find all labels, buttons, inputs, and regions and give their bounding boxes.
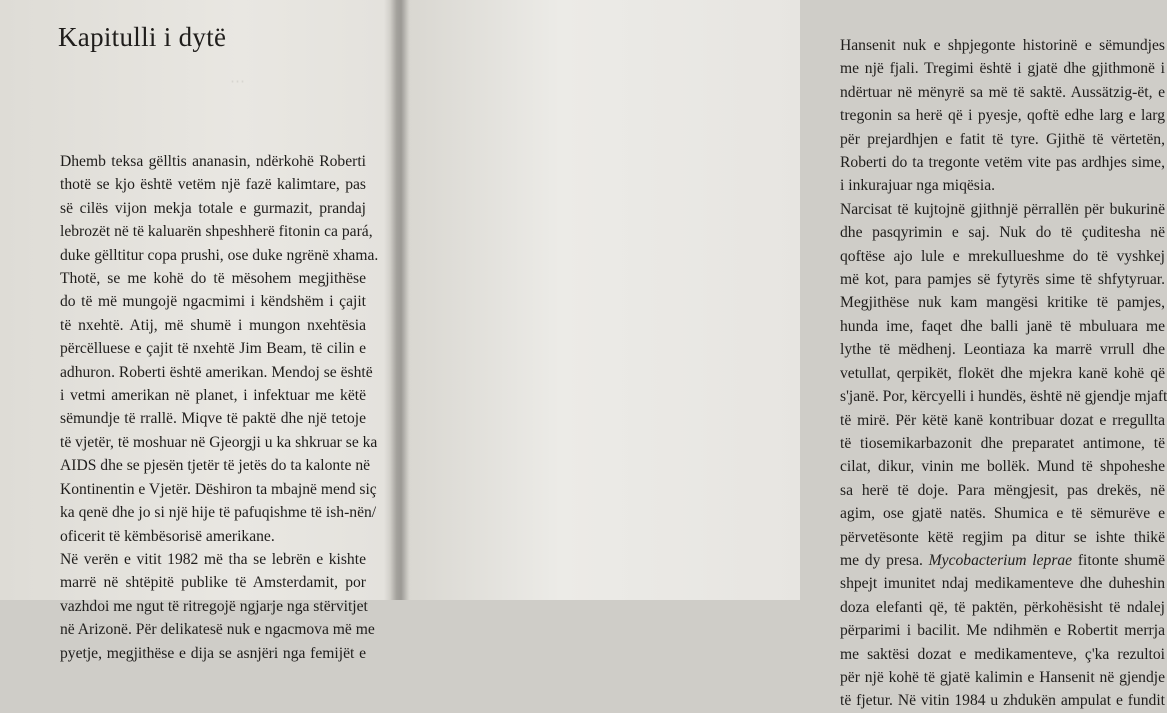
text-line: të vjetër, të moshuar në Gjeorgji u ka shkruar se ka <box>60 433 378 451</box>
text-line: thotë se kjo është vetëm një fazë kalimtare, pas <box>60 176 366 194</box>
text-line: i vetmi amerikan në planet, i infektuar me këtë <box>60 387 366 405</box>
text-line: Kontinentin e Vjetër. Dëshiron ta mbajnë mend siç <box>60 480 377 498</box>
text-line: së cilës vijon mekja totale e gurmazit, prandaj <box>60 199 366 217</box>
text-line: Narcisat të kujtojnë gjithnjë përrallën për bukurinë <box>840 200 1165 218</box>
text-line: me një fjali. Tregimi është i gjatë dhe gjithmonë i <box>840 60 1165 78</box>
text-line: lebrozët në të kaluarën shpeshherë fitonin ca pará, <box>60 223 373 241</box>
text-line: Dhemb teksa gëlltis ananasin, ndërkohë Roberti <box>60 153 366 170</box>
right-page-body <box>840 34 1165 713</box>
text-line: me dy presa. Mycobacterium leprae fitonte shumë <box>840 551 1166 569</box>
text-line: të tiosemikarbazonit dhe preparatet antimone, të <box>840 434 1165 452</box>
text-line: do të më mungojë ngacmimi i këndshëm i çajit <box>60 293 366 311</box>
bleed-through-text: ⋯ <box>230 74 245 90</box>
text-line: hunda ime, faqet dhe balli janë të mbuluara me <box>840 317 1165 335</box>
text-line: adhuron. Roberti është amerikan. Mendoj se është <box>60 363 373 381</box>
text-line: ndërtuar në mënyrë sa më të saktë. Aussätzig-ët, e <box>840 83 1165 101</box>
text-line: dhe pasqyrimin e saj. Nuk do të çuditesha në <box>840 224 1165 242</box>
left-page-body <box>60 150 379 665</box>
text-line: s'janë. Por, kërcyelli i hundës, është në gjendje mjaft <box>840 388 1167 406</box>
text-line: shpejt imunitet ndaj medikamenteve dhe duheshin <box>840 575 1165 593</box>
text-line: sa herë të doje. Para mëngjesit, pas drekës, në <box>840 481 1165 499</box>
text-line: më kot, para pamjes së fytyrës sime të shfytyruar. <box>840 271 1165 289</box>
text-line: Megjithëse nuk kam mangësi kritike të pamjes, <box>840 294 1165 312</box>
text-line: oficerit të këmbësorisë amerikane. <box>60 527 275 545</box>
italic-species-name: Mycobacterium leprae <box>928 551 1073 569</box>
text-line: AIDS dhe se pjesën tjetër të jetës do ta kalonte në <box>60 457 371 475</box>
text-line: duke gëlltitur copa prushi, ose duke ngrënë xhama. <box>60 246 379 264</box>
text-line: Hansenit nuk e shpjegonte historinë e sëmundjes <box>840 37 1165 54</box>
text-line: i inkurajuar nga miqësia. <box>840 177 996 195</box>
text-line: përvetësonte këtë regjim pa ditur se ishte thikë <box>840 528 1165 546</box>
right-page <box>402 0 1167 710</box>
text-line: pyetje, megjithëse e dija se asnjëri nga femijët e <box>60 644 366 662</box>
text-line: Roberti do ta tregonte vetëm vite pas ardhjes sime, <box>840 154 1165 172</box>
text-line: sëmundje të rrallë. Miqve të paktë dhe një tetoje <box>60 410 366 428</box>
text-line: të nxehtë. Atij, më shumë i mungon nxehtësia <box>60 316 366 334</box>
text-line: përparimi i bacilit. Me ndihmën e Robertit merrja <box>840 622 1165 640</box>
text-line: vetullat, qerpikët, flokët dhe mjekra kanë kohë që <box>840 364 1165 382</box>
text-line: vazhdoi me ngut të ritregojë ngjarje nga stërvitjet <box>60 597 368 615</box>
text-line: agim, ose gjatë natës. Shumica e të sëmurëve e <box>840 505 1165 523</box>
text-line: për prejardhjen e fatit të tyre. Gjithë të vërtetën, <box>840 130 1165 148</box>
chapter-title: Kapitulli i dytë <box>58 22 227 52</box>
text-line: lythe të mëdhenj. Leontiaza ka marrë vrrull dhe <box>840 341 1165 359</box>
text-line: tregonin sa herë që i pyesje, qoftë edhe larg e larg <box>840 107 1165 125</box>
text-line: Thotë, se me kohë do të mësohem megjithëse <box>60 270 366 288</box>
text-line: doza elefanti që, të paktën, përkohësisht të ndalej <box>840 598 1165 616</box>
text-line: të mirë. Për këtë kanë kontribuar dozat e rregullta <box>840 411 1165 429</box>
text-line: për një kohë të gjatë kalimin e Hansenit në gjendje <box>840 668 1165 686</box>
text-line: përcëlluese e çajit të nxehtë Jim Beam, të cilin e <box>60 340 366 358</box>
text-line: cilat, dikur, vinin me bollëk. Mund të shpoheshe <box>840 458 1165 476</box>
text-line: me saktësi dozat e medikamenteve, ç'ka rezultoi <box>840 645 1165 663</box>
text-line: ka qenë dhe jo si një hije të pafuqishme të ish-nën/ <box>60 504 377 522</box>
text-line: Në verën e vitit 1982 më tha se lebrën e kishte <box>60 550 366 568</box>
text-line: në Arizonë. Për delikatesë nuk e ngacmova më me <box>60 621 375 639</box>
text-line: marrë në shtëpitë publike të Amsterdamit, por <box>60 574 366 592</box>
left-page <box>0 0 398 662</box>
text-line: të fjetur. Në vitin 1984 u zhdukën ampulat e fundit <box>840 692 1165 710</box>
text-line: qoftëse ajo lule e mrekullueshme do të vyshkej <box>840 247 1165 265</box>
